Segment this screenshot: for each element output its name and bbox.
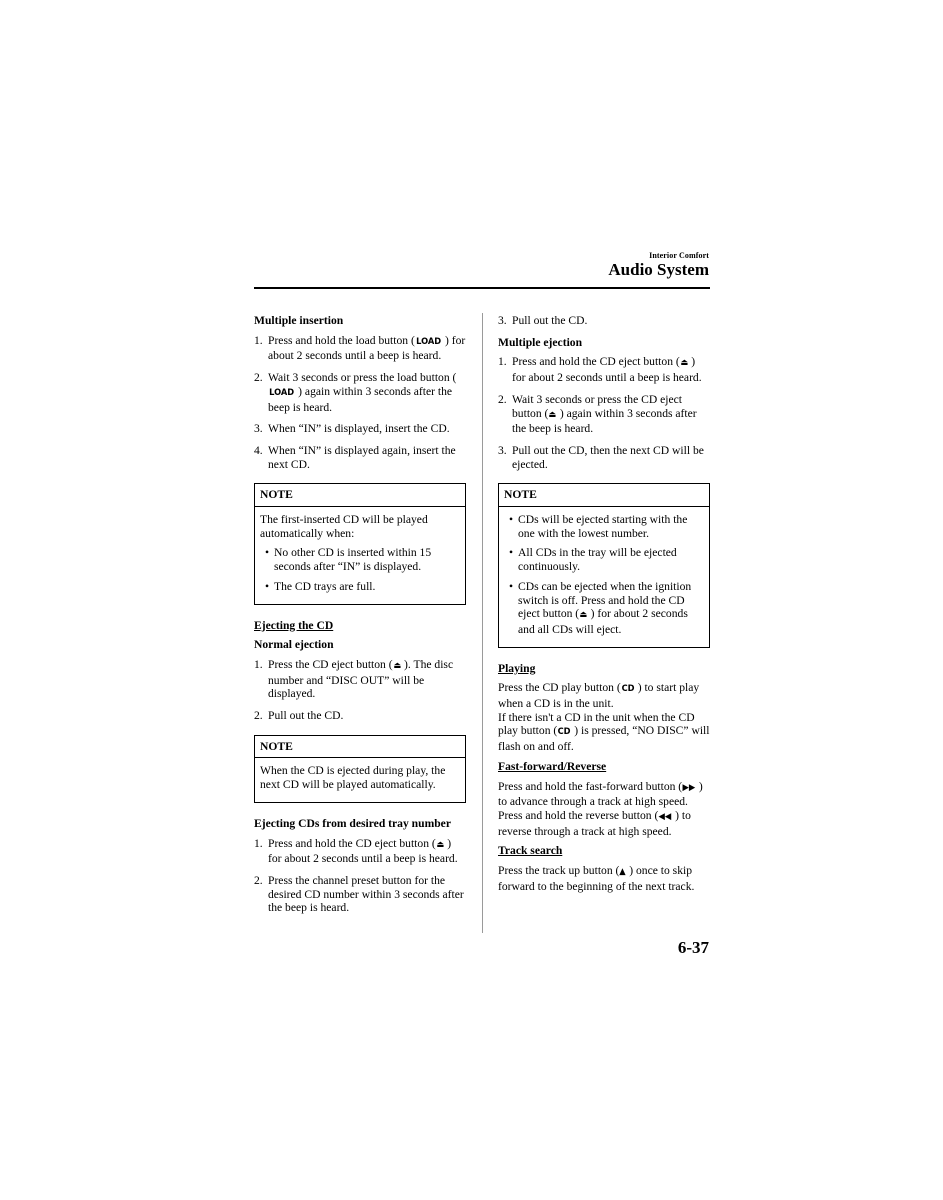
note-bullet: • No other CD is inserted within 15 seconds after “IN” is displayed. — [264, 546, 432, 574]
step-number: 1. — [254, 836, 263, 850]
step-number: 3. — [254, 422, 263, 436]
step-text: Wait 3 seconds or press the load button (LOAD ) again within 3 seconds after the beep is heard. — [268, 371, 457, 414]
step-text: Wait 3 seconds or press the CD eject button (⏏ ) again within 3 seconds after the beep is heard. — [512, 392, 697, 436]
list-item — [254, 444, 466, 471]
list-item — [498, 393, 710, 436]
list-item — [498, 355, 710, 384]
step-number: 2. — [254, 709, 263, 723]
list-item — [254, 837, 466, 866]
note-box — [254, 735, 466, 803]
right-column — [498, 314, 710, 902]
playing-paragraph: Press the CD play button (CD ) to start play when a CD is in the unit. If there isn't a CD in the unit when the CD play button (CD ) is pressed, “NO DISC” will flash on and off. — [498, 681, 710, 754]
list-item — [254, 422, 466, 436]
header-rule — [254, 287, 710, 289]
step-number: 2. — [254, 873, 263, 887]
note-heading: NOTE — [255, 736, 465, 759]
step-text: Press and hold the CD eject button (⏏ ) for about 2 seconds until a beep is heard. — [268, 836, 458, 866]
ejecting-heading: Ejecting the CD — [254, 618, 334, 632]
step-text: Pull out the CD, then the next CD will be ejected. — [512, 443, 704, 471]
note-box — [254, 483, 466, 604]
eject-icon: ⏏ — [392, 660, 401, 671]
playing-heading: Playing — [498, 661, 536, 675]
note-text: When the CD is ejected during play, the next CD will be played automatically. — [260, 764, 446, 792]
eject-icon: ⏏ — [680, 358, 688, 369]
cd-button-icon: CD — [557, 727, 571, 738]
eject-icon: ⏏ — [548, 409, 557, 420]
step-number: 2. — [498, 392, 507, 406]
step-number: 1. — [498, 355, 507, 369]
step-number: 4. — [254, 443, 263, 457]
load-button-icon: LOAD — [269, 387, 295, 398]
page-title: Audio System — [608, 260, 709, 279]
list-item — [498, 314, 710, 328]
cd-button-icon: CD — [621, 684, 635, 695]
eject-icon: ⏏ — [579, 610, 588, 621]
track-search-heading: Track search — [498, 844, 563, 858]
step-number: 2. — [254, 371, 263, 385]
note-heading: NOTE — [499, 484, 709, 507]
step-number: 3. — [498, 443, 507, 457]
fast-forward-icon: ▶▶ — [682, 782, 696, 793]
step-number: 1. — [254, 333, 263, 347]
step-text: Pull out the CD. — [512, 314, 588, 327]
note-body — [499, 507, 709, 647]
multiple-ejection-heading: Multiple ejection — [498, 335, 583, 349]
note-heading: NOTE — [255, 484, 465, 507]
list-item — [498, 444, 710, 471]
step-number: 1. — [254, 657, 263, 671]
normal-ejection-heading: Normal ejection — [254, 638, 334, 652]
step-text: Press and hold the CD eject button (⏏ ) for about 2 seconds until a beep is heard. — [512, 355, 702, 385]
list-item — [254, 371, 466, 414]
note-bullet: • The CD trays are full. — [264, 579, 376, 593]
section-label: Interior Comfort — [649, 251, 709, 260]
eject-icon: ⏏ — [436, 839, 444, 850]
step-text: Press the CD eject button (⏏ ). The disc number and “DISC OUT” will be displayed. — [268, 657, 454, 701]
note-bullet: • All CDs in the tray will be ejected continuously. — [508, 546, 677, 574]
reverse-icon: ◀◀ — [658, 811, 672, 822]
step-text: Press and hold the load button (LOAD ) for about 2 seconds until a beep is heard. — [268, 333, 466, 363]
track-up-icon: ▲ — [619, 867, 627, 878]
list-item — [254, 709, 466, 723]
step-text: When “IN” is displayed again, insert the next CD. — [268, 443, 456, 471]
desired-tray-heading: Ejecting CDs from desired tray number — [254, 816, 451, 830]
note-bullet: • CDs can be ejected when the ignition switch is off. Press and hold the CD eject button (⏏ ) for about 2 seconds and all CDs will eject. — [508, 579, 692, 636]
fast-forward-paragraph: Press and hold the fast-forward button (▶▶ ) to advance through a track at high speed. Press and hold the reverse button (◀◀ ) to reverse through a track at high speed. — [498, 779, 703, 838]
note-text: The first-inserted CD will be played automatically when: — [260, 513, 428, 540]
list-item — [254, 874, 466, 915]
note-box — [498, 483, 710, 647]
column-divider — [482, 313, 483, 933]
track-search-paragraph: Press the track up button (▲ ) once to skip forward to the beginning of the next track. — [498, 864, 695, 893]
step-text: Press the channel preset button for the desired CD number within 3 seconds after the beep is heard. — [268, 873, 464, 915]
fast-forward-reverse-heading: Fast-forward/Reverse — [498, 759, 607, 773]
multiple-insertion-heading: Multiple insertion — [254, 314, 344, 327]
left-column — [254, 314, 466, 923]
step-text: Pull out the CD. — [268, 709, 344, 723]
note-body — [255, 507, 465, 604]
list-item — [254, 334, 466, 363]
note-body — [255, 758, 465, 801]
step-text: When “IN” is displayed, insert the CD. — [268, 422, 450, 436]
load-button-icon: LOAD — [415, 336, 442, 347]
step-number: 3. — [498, 314, 507, 327]
list-item — [254, 658, 466, 701]
page-number: 6-37 — [677, 938, 709, 957]
note-bullet: • CDs will be ejected starting with the one with the lowest number. — [508, 513, 688, 540]
